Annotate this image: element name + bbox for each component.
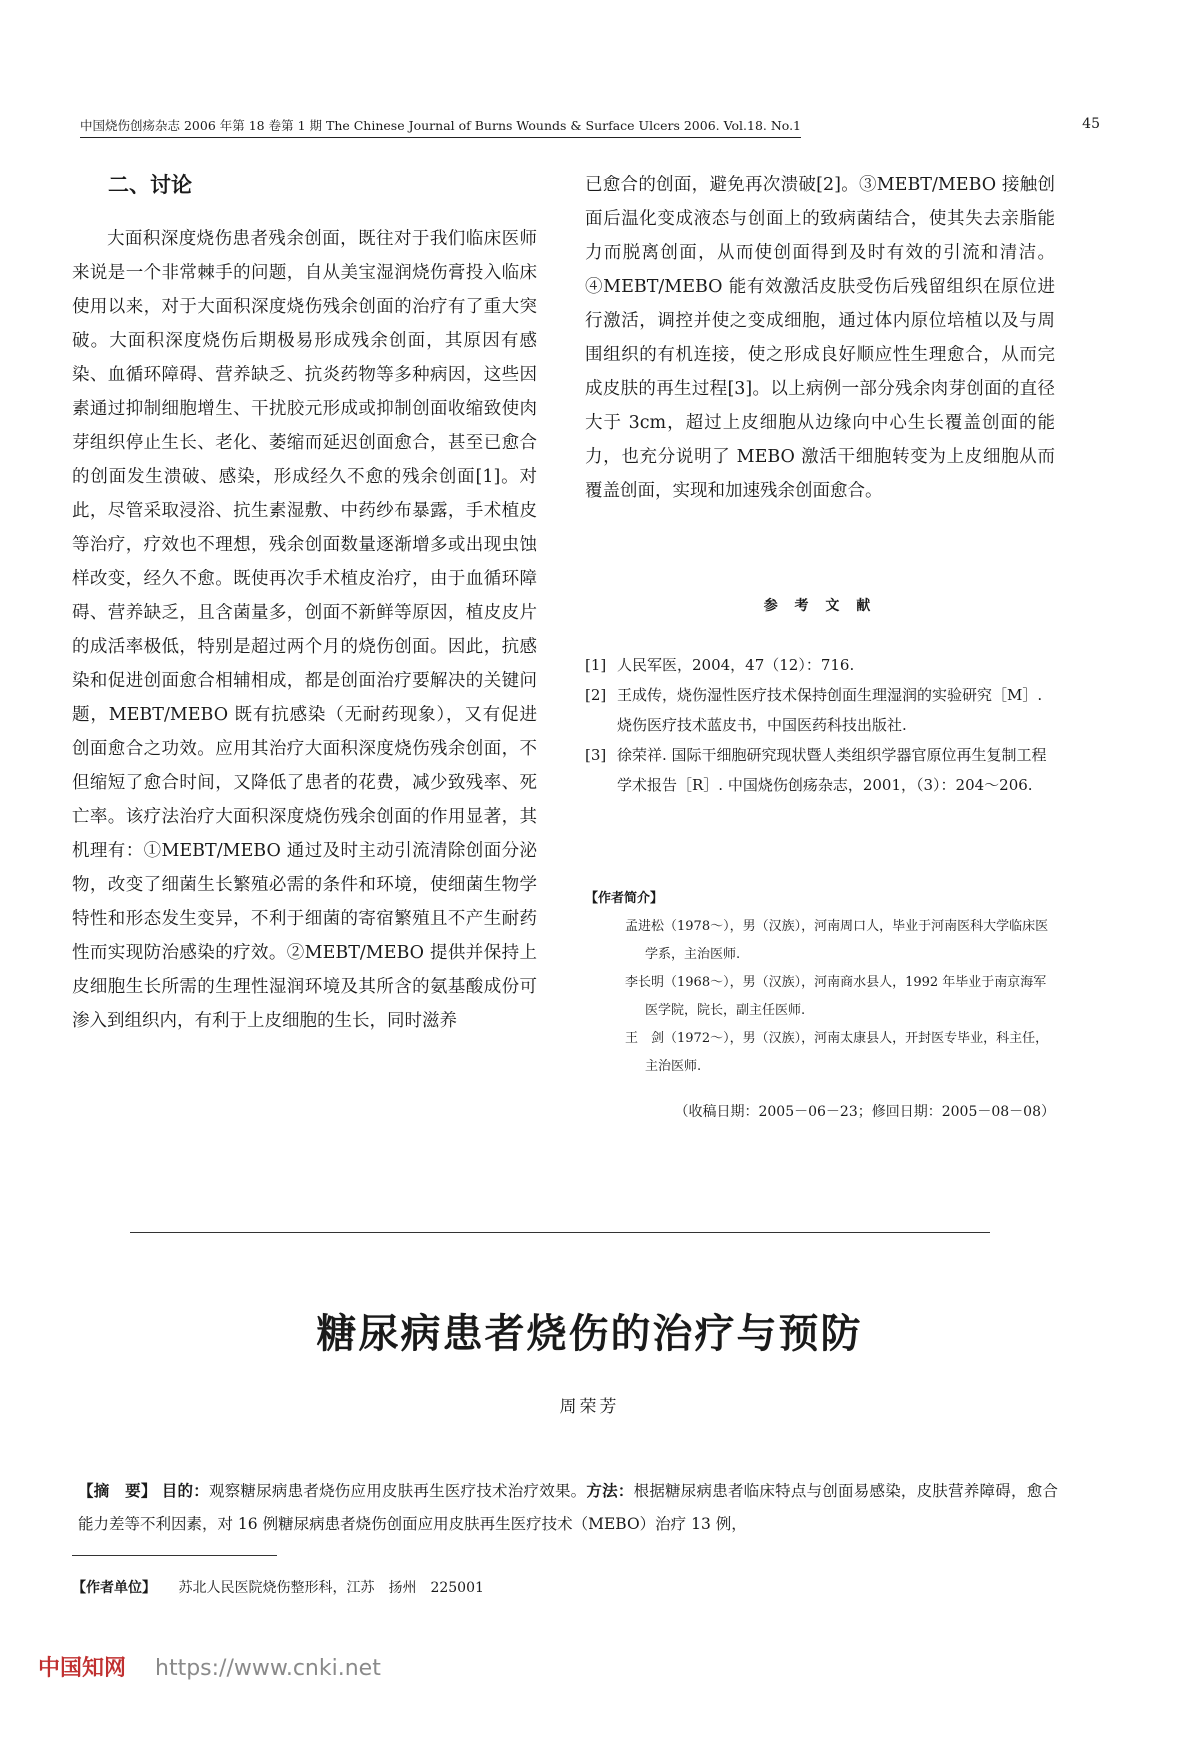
author-bio-heading: 【作者简介】 [585,891,664,906]
author-bio-entry: 孟进松（1978～），男（汉族），河南周口人，毕业于河南医科大学临床医学系，主治医师. [625,919,1049,962]
reference-item [585,680,1055,740]
abstract-label: 【摘 要】 [78,1482,157,1500]
abstract [78,1475,1058,1541]
author-affiliation [72,1577,972,1597]
page-number: 45 [1082,116,1100,132]
article-author: 周荣芳 [559,1397,620,1417]
discussion-continuation: 已愈合的创面，避免再次溃破[2]。③MEBT/MEBO 接触创面后温化变成液态与创面上的致病菌结合，使其失去亲脂能力而脱离创面，从而使创面得到及时有效的引流和清洁。④MEBT/MEBO 能有效激活皮肤受伤后残留组织在原位进行激活，调控并使之变成细胞，通过体内原位培植以及与周围组织的有机连接，使之形成良好顺应性生理愈合，从而完成皮肤的再生过程[3]。以上病例一部分残余肉芽创面的直径大于 3cm，超过上皮细胞从边缘向中心生长覆盖创面的能力，也充分说明了 MEBO 激活干细胞转变为上皮细胞从而覆盖创面，实现和加速残余创面愈合。 [585,175,1055,501]
discussion-left-column [72,170,537,1038]
affiliation-text: 苏北人民医院烧伤整形科，江苏 扬州 225001 [178,1580,484,1596]
cnki-url[interactable]: https://www.cnki.net [155,1656,381,1681]
reference-text: 人民军医，2004，47（12）：716. [617,656,855,674]
cnki-watermark [38,1651,381,1682]
cnki-brand: 中国知网 [38,1656,127,1681]
reference-text: 王成传，烧伤湿性医疗技术保持创面生理湿润的实验研究［M］. 烧伤医疗技术蓝皮书，中国医药科技出版社. [617,686,1043,734]
method-text: 根据糖尿病患者临床特点与创面易感染，皮肤营养障碍，愈合能力差等不利因素，对 16 例糖尿病患者烧伤创面应用皮肤再生医疗技术（MEBO）治疗 13 例， [78,1482,1058,1533]
references-title: 参 考 文 献 [763,598,877,614]
reference-number: [2] [585,686,607,704]
reference-number: [3] [585,746,607,764]
article-title: 糖尿病患者烧伤的治疗与预防 [316,1311,863,1357]
references-list [585,650,1055,800]
discussion-paragraph: 大面积深度烧伤患者残余创面，既往对于我们临床医师来说是一个非常棘手的问题，自从美宝湿润烧伤膏投入临床使用以来，对于大面积深度烧伤残余创面的治疗有了重大突破。大面积深度烧伤后期极易形成残余创面，其原因有感染、血循环障碍、营养缺乏、抗炎药物等多种病因，这些因素通过抑制细胞增生、干扰胶元形成或抑制创面收缩致使肉芽组织停止生长、老化、萎缩而延迟创面愈合，甚至已愈合的创面发生溃破、感染，形成经久不愈的残余创面[1]。对此，尽管采取浸浴、抗生素湿敷、中药纱布暴露，手术植皮等治疗，疗效也不理想，残余创面数量逐渐增多或出现虫蚀样改变，经久不愈。既使再次手术植皮治疗，由于血循环障碍、营养缺乏，且含菌量多，创面不新鲜等原因，植皮皮片的成活率极低，特别是超过两个月的烧伤创面。因此，抗感染和促进创面愈合相辅相成，都是创面治疗要解决的关键问题，MEBT/MEBO 既有抗感染（无耐药现象），又有促进创面愈合之功效。应用其治疗大面积深度烧伤残余创面，不但缩短了愈合时间，又降低了患者的花费，减少致残率、死亡率。该疗法治疗大面积深度烧伤残余创面的作用显著，其机理有：①MEBT/MEBO 通过及时主动引流清除创面分泌物，改变了细菌生长繁殖必需的条件和环境，使细菌生物学特性和形态发生变异，不利于细菌的寄宿繁殖且不产生耐药性而实现防治感染的疗效。②MEBT/MEBO 提供并保持上皮细胞生长所需的生理性湿润环境及其所含的氨基酸成份可渗入到组织内，有利于上皮细胞的生长，同时滋养 [72,229,537,1031]
reference-number: [1] [585,656,607,674]
objective-text: 观察糖尿病患者烧伤应用皮肤再生医疗技术治疗效果。 [208,1482,587,1500]
objective-label: 目的： [161,1482,209,1500]
section-title: 二、讨论 [108,173,192,197]
author-bio [585,885,1055,1081]
reference-item [585,650,1055,680]
received-dates: （收稿日期：2005－06－23；修回日期：2005－08－08） [674,1104,1055,1120]
reference-item [585,740,1055,800]
article-divider [130,1232,990,1233]
author-bio-entry: 李长明（1968～），男（汉族），河南商水县人，1992 年毕业于南京海军医学院，院长，副主任医师. [625,975,1047,1018]
journal-header: 中国烧伤创疡杂志 2006 年第 18 卷第 1 期 The Chinese Journal of Burns Wounds & Surface Ulcers 2006. Vol.18. No.1 [80,116,801,138]
affiliation-label: 【作者单位】 [72,1580,156,1596]
method-label: 方法： [586,1482,634,1500]
author-bio-entry: 王 剑（1972～），男（汉族），河南太康县人，开封医专毕业，科主任，主治医师. [625,1031,1049,1074]
footnote-rule [72,1555,277,1556]
running-header [80,116,1100,140]
reference-text: 徐荣祥. 国际干细胞研究现状暨人类组织学器官原位再生复制工程学术报告［R］. 中国烧伤创疡杂志，2001，（3）：204～206. [617,746,1047,794]
discussion-right-column [585,168,1055,508]
